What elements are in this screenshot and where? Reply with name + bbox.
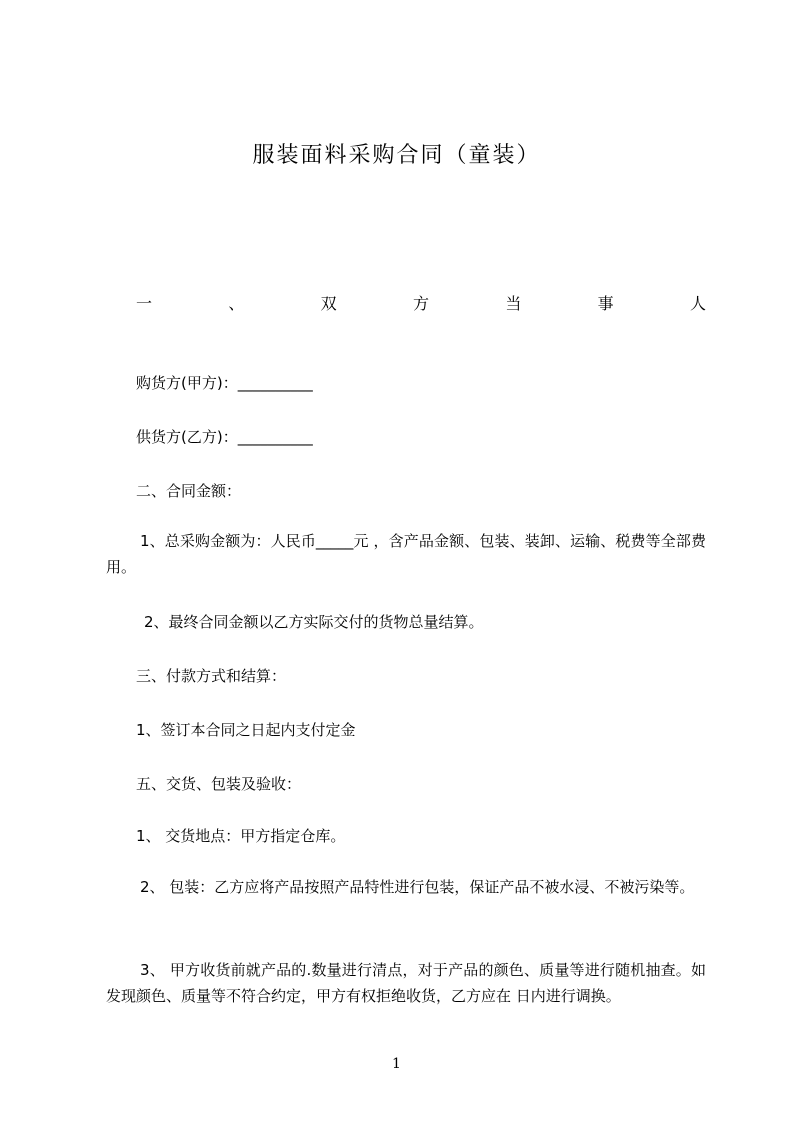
clause-5-2: 2、 包装：乙方应将产品按照产品特性进行包装，保证产品不被水浸、不被污染等。 <box>140 878 695 896</box>
section-5-heading: 五、交货、包装及验收： <box>136 775 302 793</box>
section-1-heading <box>136 291 706 314</box>
buyer-line: 购货方(甲方)：__________ <box>136 374 313 392</box>
clause-2-2: 2、最终合同金额以乙方实际交付的货物总量结算。 <box>144 613 484 631</box>
section-1-char: 、 <box>228 294 245 313</box>
section-1-char: 人 <box>689 294 706 313</box>
section-3-heading: 三、付款方式和结算： <box>136 667 287 685</box>
section-1-char: 双 <box>320 294 337 313</box>
section-1-char: 当 <box>505 294 522 313</box>
section-2-heading: 二、合同金额： <box>136 482 242 500</box>
clause-5-1: 1、 交货地点：甲方指定仓库。 <box>136 827 346 845</box>
document-title: 服装面料采购合同（童装） <box>252 143 541 168</box>
section-1-char: 方 <box>412 294 429 313</box>
section-1-char: 事 <box>597 294 614 313</box>
section-1-char: 一 <box>136 294 153 313</box>
seller-line: 供货方(乙方)：__________ <box>136 428 313 446</box>
page-number: 1 <box>392 1056 401 1072</box>
clause-3-1: 1、签订本合同之日起内支付定金 <box>136 721 356 739</box>
clause-5-3: 3、 甲方收货前就产品的.数量进行清点，对于产品的颜色、质量等进行随机抽查。如发现颜色、质量等不符合约定，甲方有权拒绝收货，乙方应在 日内进行调换。 <box>106 961 706 1005</box>
clause-2-1: 1、总采购金额为：人民币_____元 ，含产品金额、包装、装卸、运输、税费等全部费用。 <box>106 532 706 576</box>
